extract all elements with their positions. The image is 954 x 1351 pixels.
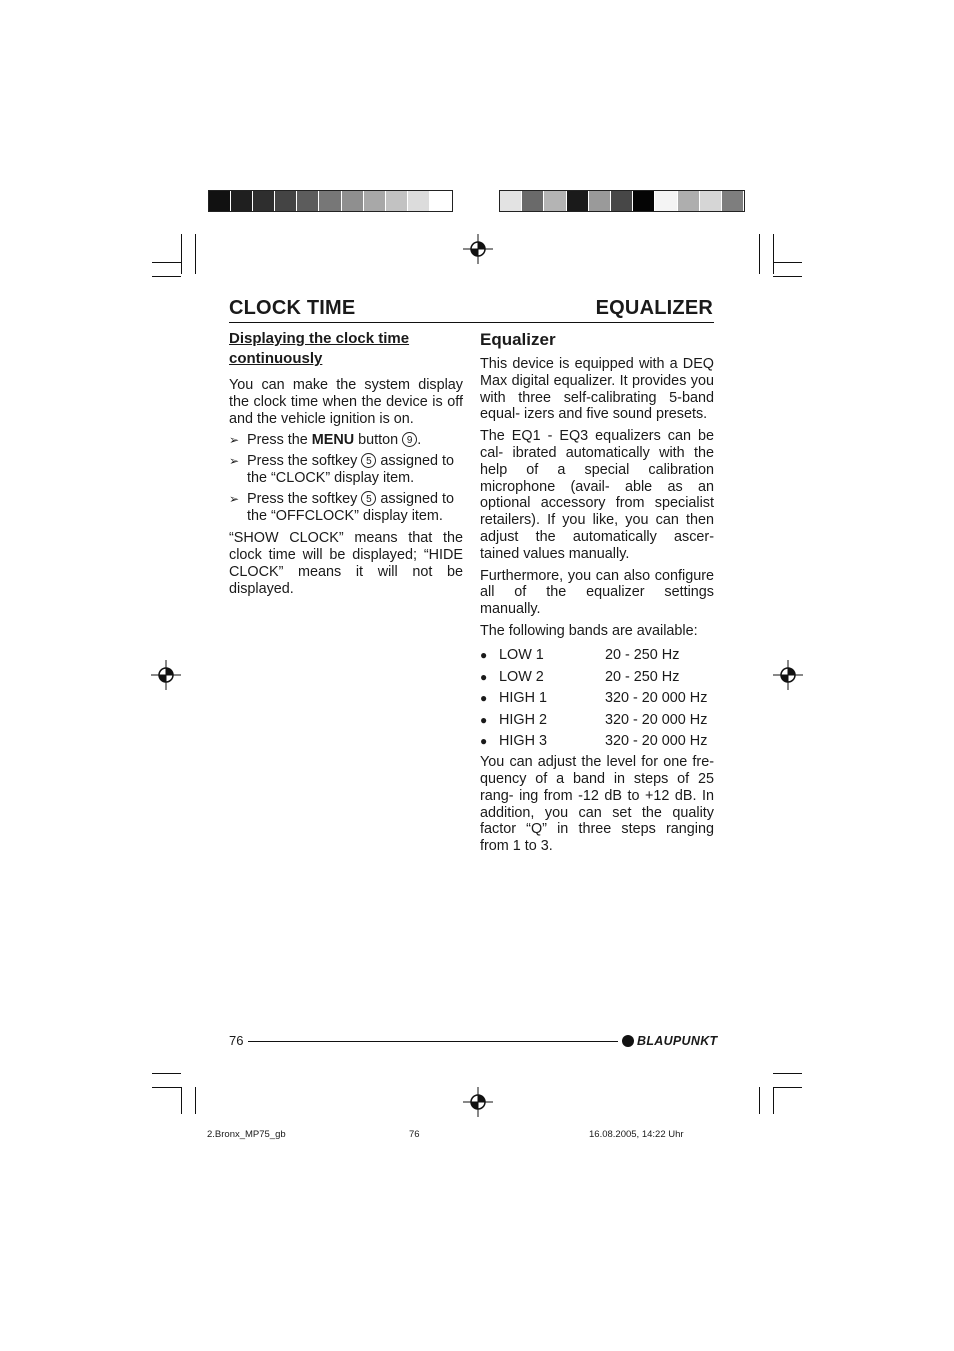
brand-logo (622, 1034, 717, 1048)
crop-mark (759, 234, 760, 274)
step-item (229, 453, 463, 487)
color-swatch (364, 191, 386, 211)
step-text: Press the (247, 432, 312, 449)
right-column (480, 329, 714, 860)
button-number-badge: 5 (361, 453, 376, 468)
color-swatch (342, 191, 364, 211)
color-swatch (275, 191, 297, 211)
section-title-clock-time: CLOCK TIME (229, 297, 356, 319)
slug-file: 2.Bronx_MP75_gb (207, 1129, 286, 1140)
band-item (480, 666, 714, 688)
band-name: LOW 1 (499, 647, 544, 664)
crop-mark (195, 234, 196, 274)
band-item (480, 688, 714, 710)
button-number-badge: 5 (361, 491, 376, 506)
color-swatch (500, 191, 522, 211)
crop-mark (773, 1073, 802, 1074)
color-swatch (209, 191, 231, 211)
step-text: assigned to the “OFFCLOCK” display item. (247, 490, 454, 524)
registration-target-icon (151, 660, 181, 690)
paragraph: This device is equipped with a DEQ Max digital equalizer. It provides you with three self-calibrating 5-band equal- izers and five sound presets. (480, 356, 714, 423)
crop-mark (773, 1087, 802, 1088)
paragraph: The following bands are available: (480, 622, 698, 639)
step-item (229, 432, 463, 449)
paragraph: Furthermore, you can also configure all of the equalizer settings manually. (480, 567, 714, 618)
color-calibration-bar-left (208, 190, 453, 212)
band-list (480, 645, 714, 753)
band-name: HIGH 2 (499, 711, 547, 728)
step-text: assigned to the “CLOCK” display item. (247, 453, 454, 486)
step-text: Press the softkey (247, 453, 362, 470)
color-swatch (611, 191, 633, 211)
band-name: HIGH 3 (499, 733, 547, 750)
registration-target-icon (773, 660, 803, 690)
subheading: Displaying the clock time continuously (229, 330, 410, 367)
color-calibration-bar-right (499, 190, 745, 212)
bullet-icon: ● (480, 691, 488, 706)
crop-mark (195, 1087, 196, 1114)
crop-mark (773, 276, 802, 277)
crop-mark (152, 1087, 181, 1088)
paragraph: The EQ1 - EQ3 equalizers can be cal- ibrated automatically with the help of a special calibration microphone (avail- able as an optional accessory from specialist retailers). If you like, you can then adjust the automatically ascer- tained values manually. (480, 428, 714, 562)
footer-rule (248, 1041, 618, 1042)
color-swatch (386, 191, 408, 211)
slug-date: 16.08.2005, 14:22 Uhr (589, 1129, 684, 1140)
band-range: 20 - 250 Hz (605, 668, 680, 685)
color-swatch (319, 191, 341, 211)
arrow-right-icon: ➢ (229, 454, 240, 469)
band-item (480, 731, 714, 753)
band-range: 320 - 20 000 Hz (605, 711, 708, 728)
band-range: 20 - 250 Hz (605, 647, 680, 664)
crop-mark (181, 234, 182, 274)
title-rule (229, 322, 714, 323)
crop-mark (773, 1087, 774, 1114)
bullet-icon: ● (480, 734, 488, 749)
color-swatch (678, 191, 700, 211)
note-paragraph: “SHOW CLOCK” means that the clock time will be displayed; “HIDE CLOCK” means it will not be displayed. (229, 530, 463, 597)
step-item (229, 491, 463, 525)
band-name: LOW 2 (499, 668, 544, 685)
bullet-icon: ● (480, 712, 488, 727)
arrow-right-icon: ➢ (229, 491, 240, 506)
page-number: 76 (229, 1033, 244, 1048)
color-swatch (253, 191, 275, 211)
crop-mark (773, 262, 802, 263)
band-item (480, 645, 714, 667)
crop-mark (152, 1073, 181, 1074)
section-title-equalizer: EQUALIZER (595, 297, 713, 319)
band-item (480, 709, 714, 731)
menu-keyword: MENU (311, 432, 355, 449)
crop-mark (773, 234, 774, 274)
color-swatch (408, 191, 430, 211)
color-swatch (633, 191, 655, 211)
equalizer-heading: Equalizer (480, 330, 556, 349)
arrow-right-icon: ➢ (229, 433, 240, 448)
band-name: HIGH 1 (499, 690, 547, 707)
bullet-icon: ● (480, 669, 488, 684)
bullet-icon: ● (480, 648, 488, 663)
color-swatch (567, 191, 589, 211)
registration-target-icon (463, 234, 493, 264)
color-swatch (430, 191, 452, 211)
color-swatch (522, 191, 544, 211)
color-swatch (589, 191, 611, 211)
crop-mark (152, 262, 181, 263)
color-swatch (655, 191, 677, 211)
step-text: button (354, 432, 403, 449)
crop-mark (152, 276, 181, 277)
brand-name: BLAUPUNKT (637, 1034, 718, 1048)
step-text: Press the softkey (247, 490, 362, 507)
crop-mark (181, 1087, 182, 1114)
paragraph: You can adjust the level for one fre- quency of a band in steps of 25 rang- ing from -12 dB to +12 dB. In addition, you can set the quality factor “Q” in three steps ranging from 1 to 3. (480, 754, 714, 855)
color-swatch (544, 191, 566, 211)
color-swatch (231, 191, 253, 211)
button-number-badge: 9 (402, 432, 417, 447)
color-swatch (722, 191, 744, 211)
step-text: . (417, 432, 422, 449)
band-range: 320 - 20 000 Hz (605, 690, 708, 707)
left-column (229, 329, 463, 603)
brand-dot-icon (622, 1035, 634, 1047)
color-swatch (700, 191, 722, 211)
crop-mark (759, 1087, 760, 1114)
slug-page: 76 (409, 1129, 420, 1140)
intro-paragraph: You can make the system display the clock time when the device is off and the vehicle ignition is on. (229, 377, 463, 427)
color-swatch (297, 191, 319, 211)
registration-target-icon (463, 1087, 493, 1117)
band-range: 320 - 20 000 Hz (605, 733, 708, 750)
